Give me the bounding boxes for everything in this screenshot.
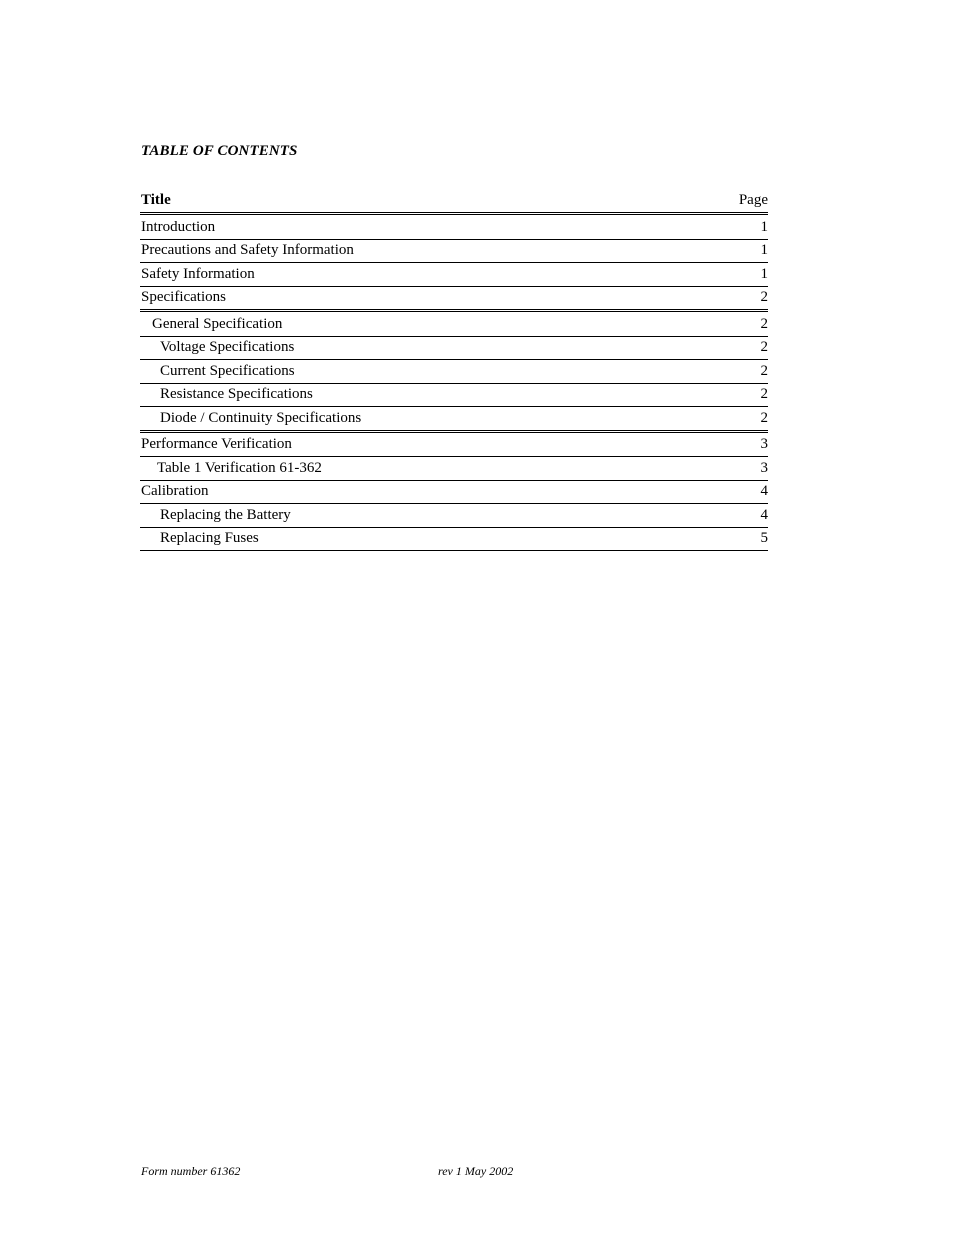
toc-entry-page: 2	[760, 362, 768, 379]
toc-entry-title: Resistance Specifications	[160, 386, 313, 403]
toc-entry-title: Current Specifications	[160, 362, 295, 379]
toc-entry-page: 2	[760, 386, 768, 403]
toc-entry-title: Safety Information	[141, 265, 255, 282]
toc-entry-page: 5	[760, 530, 768, 547]
toc-row	[140, 337, 768, 361]
toc-entry-page: 3	[760, 436, 768, 453]
toc-row	[140, 240, 768, 264]
toc-row	[140, 504, 768, 528]
toc-entry-page: 4	[760, 506, 768, 523]
toc-entry-page: 1	[760, 242, 768, 259]
toc-row	[140, 216, 768, 240]
toc-row	[140, 263, 768, 287]
toc-entry-page: 2	[760, 339, 768, 356]
toc-row	[140, 360, 768, 384]
toc-row	[140, 313, 768, 337]
toc-entry-page: 3	[760, 459, 768, 476]
toc-entry-title: Performance Verification	[141, 436, 292, 453]
title-column-header: Title	[141, 192, 171, 208]
toc-entry-title: Introduction	[141, 218, 216, 235]
toc-entry-title: Diode / Continuity Specifications	[160, 409, 362, 426]
footer-form-number: Form number 61362	[141, 1164, 241, 1178]
toc-row	[140, 528, 768, 552]
toc-entry-title: Table 1 Verification 61-362	[157, 459, 322, 476]
table-of-contents	[140, 190, 768, 551]
toc-entry-title: General Specification	[152, 315, 283, 332]
toc-entry-title: Calibration	[141, 483, 209, 500]
toc-row	[140, 287, 768, 311]
page-title: TABLE OF CONTENTS	[141, 143, 298, 159]
footer-revision: rev 1 May 2002	[438, 1164, 514, 1178]
toc-entry-page: 4	[760, 483, 768, 500]
toc-row	[140, 407, 768, 431]
toc-entry-page: 2	[760, 409, 768, 426]
toc-entry-page: 2	[760, 315, 768, 332]
toc-row	[140, 457, 768, 481]
toc-entry-title: Voltage Specifications	[160, 339, 295, 356]
toc-entry-title: Specifications	[141, 289, 226, 306]
toc-row	[140, 384, 768, 408]
page-column-header: Page	[738, 192, 768, 208]
toc-row	[140, 434, 768, 458]
toc-entry-page: 1	[760, 265, 768, 282]
toc-entry-page: 1	[760, 218, 768, 235]
toc-entry-page: 2	[760, 289, 768, 306]
toc-entry-title: Precautions and Safety Information	[141, 242, 354, 259]
toc-row	[140, 481, 768, 505]
toc-header-row	[140, 190, 768, 213]
toc-entry-title: Replacing the Battery	[160, 506, 291, 523]
toc-entry-title: Replacing Fuses	[160, 530, 259, 547]
